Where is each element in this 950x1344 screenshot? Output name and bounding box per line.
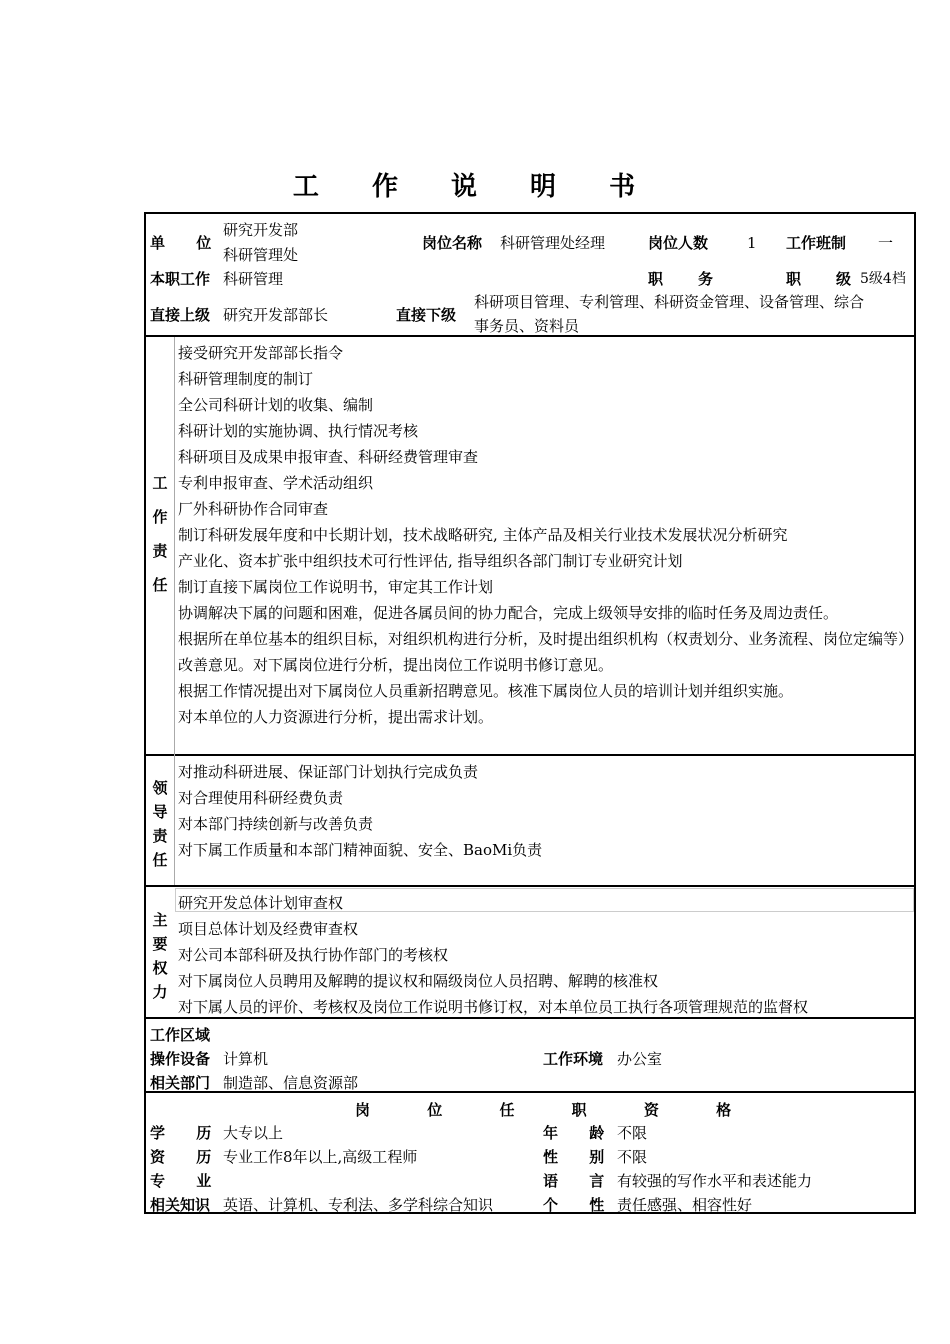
equipment-value: 计算机 (223, 1050, 269, 1068)
divider-leadership (144, 754, 916, 756)
experience-label: 资 历 (150, 1148, 212, 1166)
shift-value: 一 (878, 234, 894, 252)
list-item: 对下属人员的评价、考核权及岗位工作说明书修订权，对本单位员工执行各项管理规范的监督权 (178, 998, 809, 1016)
env-label: 工作环境 (543, 1050, 604, 1068)
headcount-label: 岗位人数 (648, 234, 709, 252)
personality-label: 个 性 (543, 1196, 605, 1214)
edu-label: 学 历 (150, 1124, 212, 1142)
duty-label-3: 职 (786, 270, 802, 288)
list-item: 对下属工作质量和本部门精神面貌、安全、BaoMi负责 (178, 841, 543, 859)
list-item: 产业化、资本扩张中组织技术可行性评估, 指导组织各部门制订专业研究计划 (178, 552, 683, 570)
list-item: 制订直接下属岗位工作说明书，审定其工作计划 (178, 578, 494, 596)
edu-value: 大专以上 (223, 1124, 284, 1142)
unit-label: 单 位 (150, 234, 212, 252)
major-label: 专 业 (150, 1172, 212, 1190)
age-value: 不限 (617, 1124, 648, 1142)
list-item: 对下属岗位人员聘用及解聘的提议权和隔级岗位人员招聘、解聘的核准权 (178, 972, 659, 990)
list-item: 接受研究开发部部长指令 (178, 344, 344, 362)
language-label: 语 言 (543, 1172, 605, 1190)
unit-value-2: 科研管理处 (223, 246, 299, 264)
duties-label: 工作责任 (152, 474, 168, 594)
related-dept-label: 相关部门 (150, 1074, 211, 1092)
list-item: 项目总体计划及经费审查权 (178, 920, 359, 938)
list-item: 科研项目及成果申报审查、科研经费管理审查 (178, 448, 479, 466)
duty-label-1: 职 (648, 270, 664, 288)
gender-value: 不限 (617, 1148, 648, 1166)
list-item: 研究开发总体计划审查权 (178, 894, 344, 912)
list-item: 协调解决下属的问题和困难，促进各属员间的协力配合，完成上级领导安排的临时任务及周边责任。 (178, 604, 839, 622)
list-item: 对本单位的人力资源进行分析，提出需求计划。 (178, 708, 494, 726)
env-value: 办公室 (617, 1050, 663, 1068)
table-border-top (144, 212, 916, 214)
authority-label: 主要权力 (152, 911, 168, 1001)
superior-label: 直接上级 (150, 306, 211, 324)
language-value: 有较强的写作水平和表述能力 (617, 1172, 813, 1190)
list-item: 全公司科研计划的收集、编制 (178, 396, 374, 414)
leadership-list (178, 759, 913, 863)
duty-label-4: 级 (836, 270, 852, 288)
list-item: 对推动科研进展、保证部门计划执行完成负责 (178, 763, 479, 781)
job-value: 科研管理 (223, 270, 284, 288)
unit-value-1: 研究开发部 (223, 221, 299, 239)
related-dept-value: 制造部、信息资源部 (223, 1074, 359, 1092)
knowledge-label: 相关知识 (150, 1196, 211, 1214)
equipment-label: 操作设备 (150, 1050, 211, 1068)
gender-label: 性 别 (543, 1148, 605, 1166)
age-label: 年 龄 (543, 1124, 605, 1142)
knowledge-value: 英语、计算机、专利法、多学科综合知识 (223, 1196, 494, 1214)
list-item: 制订科研发展年度和中长期计划，技术战略研究, 主体产品及相关行业技术发展状况分析研究 (178, 526, 788, 544)
position-name-label: 岗位名称 (422, 234, 483, 252)
subordinate-value-1: 科研项目管理、专利管理、科研资金管理、设备管理、综合 (474, 293, 865, 311)
list-item: 厂外科研协作合同审查 (178, 500, 329, 518)
experience-value: 专业工作8年以上,高级工程师 (223, 1148, 418, 1166)
duty-label-divider (174, 337, 175, 885)
leadership-label: 领导责任 (152, 779, 168, 869)
grade-value: 5级4档 (860, 271, 906, 287)
list-item: 对本部门持续创新与改善负责 (178, 815, 374, 833)
authority-list (178, 890, 913, 1020)
shift-label: 工作班制 (786, 234, 847, 252)
list-item: 专利申报审查、学术活动组织 (178, 474, 374, 492)
job-label: 本职工作 (150, 270, 211, 288)
personality-value: 责任感强、相容性好 (617, 1196, 753, 1214)
table-border-right (914, 212, 916, 1214)
position-name-value: 科研管理处经理 (500, 234, 606, 252)
page-title: 工 作 说 明 书 (292, 172, 658, 202)
duty-label-2: 务 (698, 270, 714, 288)
work-area-label: 工作区域 (150, 1026, 211, 1044)
list-item: 根据所在单位基本的组织目标，对组织机构进行分析，及时提出组织机构（权责划分、业务流程、岗位定编等）改善意见。对下属岗位进行分析，提出岗位工作说明书修订意见。 (178, 630, 914, 674)
divider-authority (144, 885, 916, 887)
list-item: 科研计划的实施协调、执行情况考核 (178, 422, 419, 440)
headcount-value: 1 (747, 234, 757, 252)
table-border-left (144, 212, 146, 1214)
subordinate-label: 直接下级 (396, 306, 457, 324)
list-item: 科研管理制度的制订 (178, 370, 314, 388)
list-item: 对合理使用科研经费负责 (178, 789, 344, 807)
duties-list (178, 340, 913, 730)
list-item: 对公司本部科研及执行协作部门的考核权 (178, 946, 449, 964)
list-item: 根据工作情况提出对下属岗位人员重新招聘意见。核准下属岗位人员的培训计划并组织实施。 (178, 682, 794, 700)
superior-value: 研究开发部部长 (223, 306, 329, 324)
qualification-heading: 岗 位 任 职 资 格 (355, 1101, 732, 1119)
subordinate-value-2: 事务员、资料员 (474, 317, 580, 335)
